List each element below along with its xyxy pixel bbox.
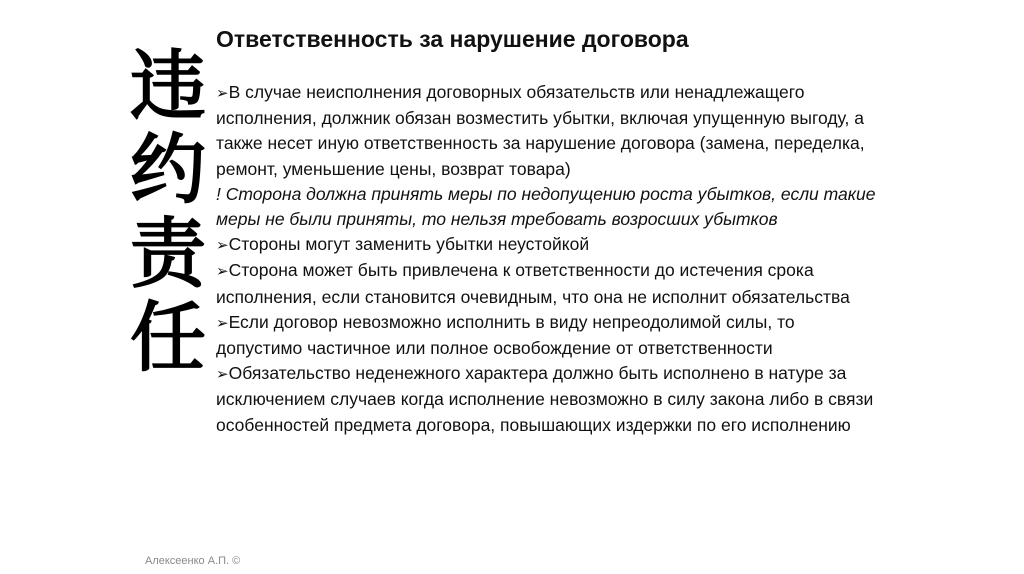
bullet-arrow-icon: ➢ xyxy=(216,85,229,102)
author-footer: Алексеенко А.П. © xyxy=(145,555,241,567)
slide-body xyxy=(216,80,876,438)
bullet-item xyxy=(216,258,876,309)
bullet-item xyxy=(216,310,876,361)
bullet-text: Сторона может быть привлечена к ответственности до истечения срока исполнения, если становится очевидным, что она не исполнит обязательства xyxy=(216,260,850,307)
bullet-arrow-icon: ➢ xyxy=(216,263,229,281)
chinese-character: 违 xyxy=(130,41,206,130)
bullet-text: Стороны могут заменить убытки неустойкой xyxy=(228,234,590,255)
chinese-character: 约 xyxy=(130,125,206,214)
vertical-chinese-title xyxy=(122,41,214,382)
bullet-item xyxy=(216,80,876,182)
bullet-text: В случае неисполнения договорных обязательств или ненадлежащего исполнения, должник обязан возместить убытки, включая упущенную выгоду, а также несет иную ответственность за нарушение договора (замена, переделка, ремонт, уменьшение цены, возврат товара) xyxy=(216,82,865,179)
bullet-arrow-icon: ➢ xyxy=(216,314,229,332)
chinese-character: 任 xyxy=(130,293,206,382)
bullet-text: Если договор невозможно исполнить в виду непреодолимой силы, то допустимо частичное или полное освобождение от ответственности xyxy=(216,311,795,359)
bullet-arrow-icon: ➢ xyxy=(216,237,229,255)
bullet-text: Обязательство неденежного характера должно быть исполнено в натуре за исключением случаев когда исполнение невозможно в силу закона либо в связи особенностей предмета договора, повышающих издержки по его исполнению xyxy=(216,363,874,435)
chinese-character: 责 xyxy=(130,209,206,298)
note-text: ! Сторона должна принять меры по недопущению роста убытков, если такие меры не были приняты, то нельзя требовать возросших убытков xyxy=(216,183,876,230)
bullet-item xyxy=(216,361,876,438)
bullet-item xyxy=(216,232,876,258)
bullet-arrow-icon: ➢ xyxy=(216,366,229,384)
slide-title: Ответственность за нарушение договора xyxy=(216,26,689,52)
